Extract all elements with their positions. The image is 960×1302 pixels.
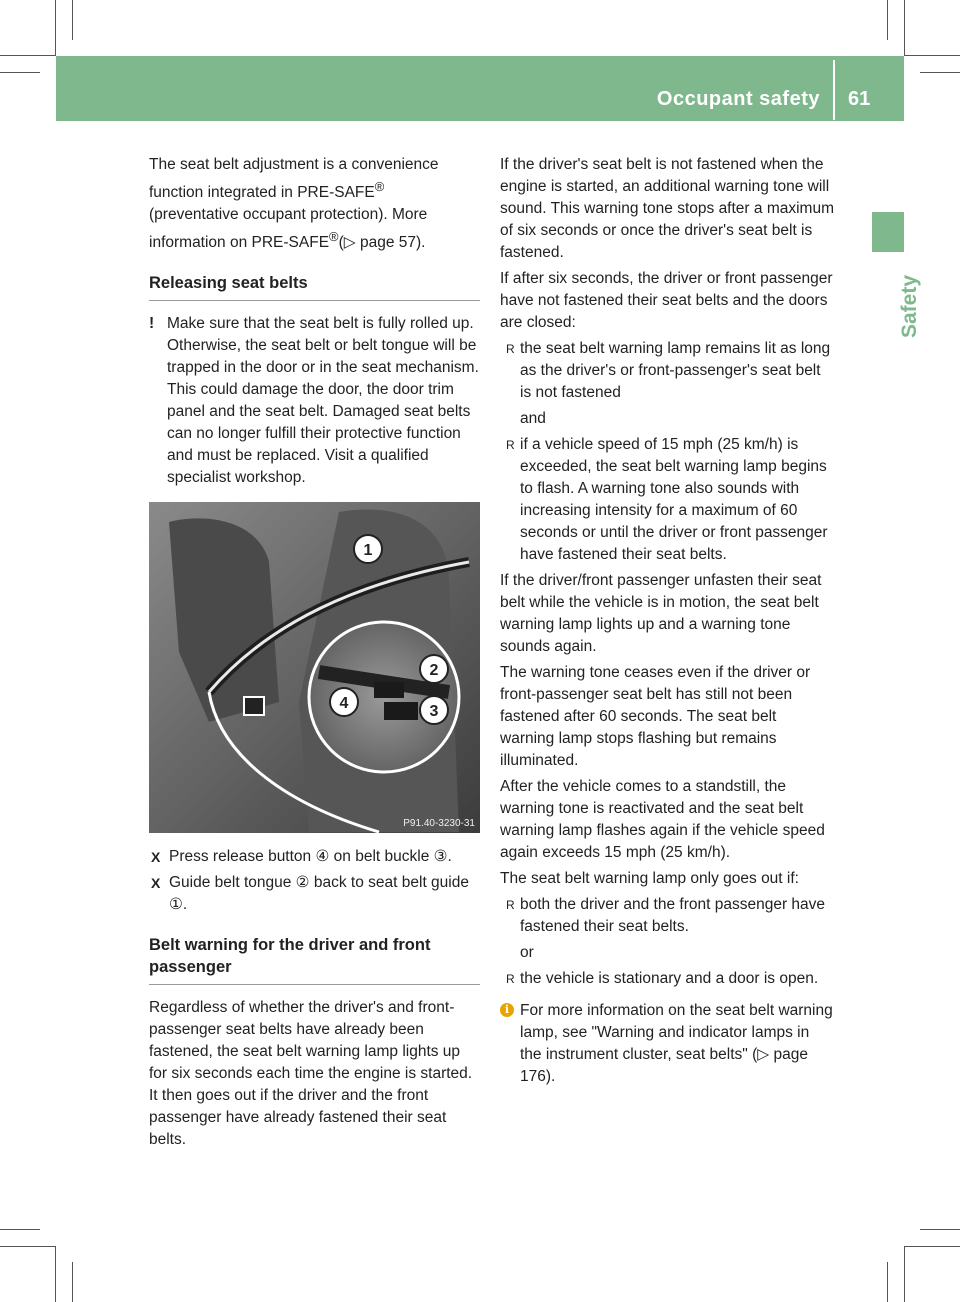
callout-1 [354,535,382,563]
crop-mark [55,0,56,56]
paragraph: After the vehicle comes to a standstill, the warning tone is reactivated and the seat belt warning lamp flashes again if the vehicle speed again exceeds 15 mph (25 km/h). [500,778,825,861]
bullet-text: the vehicle is stationary and a door is open. [520,970,819,987]
step-icon: X [151,875,161,891]
page-number: 61 [848,88,871,110]
crop-mark [0,1246,56,1247]
conjunction: and [520,410,546,427]
bullet-icon: R [506,438,515,452]
bullet-item [500,968,834,990]
crop-mark [0,72,40,73]
belt-guide [244,697,264,715]
side-tab-label [874,268,921,338]
header-divider [833,60,835,120]
callout-3 [420,696,448,724]
seat-illustration [149,502,480,833]
callout-label: 3 [429,703,439,720]
callout-label: 4 [339,695,349,712]
left-column [149,154,480,489]
info-text: For more information on the seat belt warning lamp, see "Warning and indicator lamps in the instrument cluster, seat belts" (▷ page 176). [520,1002,833,1085]
crop-mark [920,72,960,73]
right-column [500,154,834,1088]
registered-mark: ® [374,179,385,194]
side-tab-text: Safety [898,274,921,338]
bullet-icon: R [506,898,515,912]
crop-mark [920,1229,960,1230]
side-tab-marker [872,212,904,252]
registered-mark: ® [329,229,339,245]
bullet-item [500,434,834,566]
crop-mark [72,0,73,40]
warning-note [149,313,480,489]
heading-releasing-seat-belts: Releasing seat belts [149,272,480,301]
crop-mark [904,55,960,56]
crop-mark [887,1262,888,1302]
photo-code: P91.40-3230-31 [403,818,475,829]
crop-mark [887,0,888,40]
crop-mark [55,1246,56,1302]
header-title: Occupant safety [656,88,820,110]
heading-belt-warning: Belt warning for the driver and front passenger [149,934,480,985]
paragraph: The warning tone ceases even if the driver or front-passenger seat belt has still not been fastened after 60 seconds. The seat belt warning lamp stops flashing but remains illuminated. [500,664,811,769]
bullet-icon: R [506,342,515,356]
intro-line: function integrated in PRE-SAFE [149,184,375,202]
bullet-text: both the driver and the front passenger have fastened their seat belts. [520,896,826,935]
intro-line: The seat belt adjustment is a convenience [149,156,439,173]
crop-mark [904,0,905,56]
crop-mark [72,1262,73,1302]
left-column-lower [149,846,480,1155]
bullet-item [500,894,834,938]
bullet-item [500,338,834,404]
bullet-text: if a vehicle speed of 15 mph (25 km/h) is exceeded, the seat belt warning lamp begins to flash. A warning tone also sounds with increasing intensity for a maximum of 60 seconds or until the driver or front passenger have fastened their seat belts. [520,436,828,563]
paren: ( [338,234,344,252]
belt-buckle [384,702,418,720]
belt-warning-paragraph: Regardless of whether the driver's and front-passenger seat belts have already been fastened, the seat belt warning lamp lights up for six seconds each time the engine is started. It then goes out if the driver and the front passenger have already fastened their seat belts. [149,999,473,1148]
bullet-icon: R [506,972,515,986]
step-icon: X [151,849,161,865]
paragraph: The seat belt warning lamp only goes out if: [500,870,799,887]
callout-4 [330,688,358,716]
intro-line: information on PRE-SAFE [149,234,330,252]
crop-mark [0,1229,40,1230]
callout-2 [420,655,448,683]
step-item [149,872,480,916]
crop-mark [904,1246,905,1302]
intro-line: (preventative occupant protection). More [149,206,428,224]
intro-paragraph [149,154,480,254]
step-text: Press release button ④ on belt buckle ③. [169,848,452,865]
page-ref[interactable]: page 57). [355,234,426,252]
page-ref-arrow-icon: ▷ [343,234,356,252]
conjunction: or [520,944,534,961]
bullet-text: the seat belt warning lamp remains lit as long as the driver's or front-passenger's seat belt is not fastened [520,340,831,401]
warning-icon: ! [149,315,155,333]
paragraph: If the driver/front passenger unfasten their seat belt while the vehicle is in motion, the seat belt warning lamp lights up and a warning tone sounds again. [500,572,822,655]
warning-text: Make sure that the seat belt is fully rolled up. Otherwise, the seat belt or belt tongue will be trapped in the door or in the seat mechanism. This could damage the door, the door trim panel and the seat belt. Damaged seat belts can no longer fulfill their protective function and must be replaced. Visit a qualified specialist workshop. [167,315,479,487]
seat-belt-photo [149,502,480,833]
info-note [500,1000,834,1088]
crop-mark [0,55,56,56]
step-item [149,846,480,868]
crop-mark [904,1246,960,1247]
paragraph: If the driver's seat belt is not fastened when the engine is started, an additional warning tone will sound. This warning tone stops after a maximum of six seconds or once the driver's seat belt is fastened. [500,156,834,261]
step-text: Guide belt tongue ② back to seat belt guide ①. [169,874,469,913]
callout-label: 1 [363,542,373,559]
paragraph: If after six seconds, the driver or front passenger have not fastened their seat belts and the doors are closed: [500,270,833,331]
info-icon: i [500,1003,514,1017]
callout-label: 2 [429,662,439,679]
belt-tongue [374,682,404,698]
